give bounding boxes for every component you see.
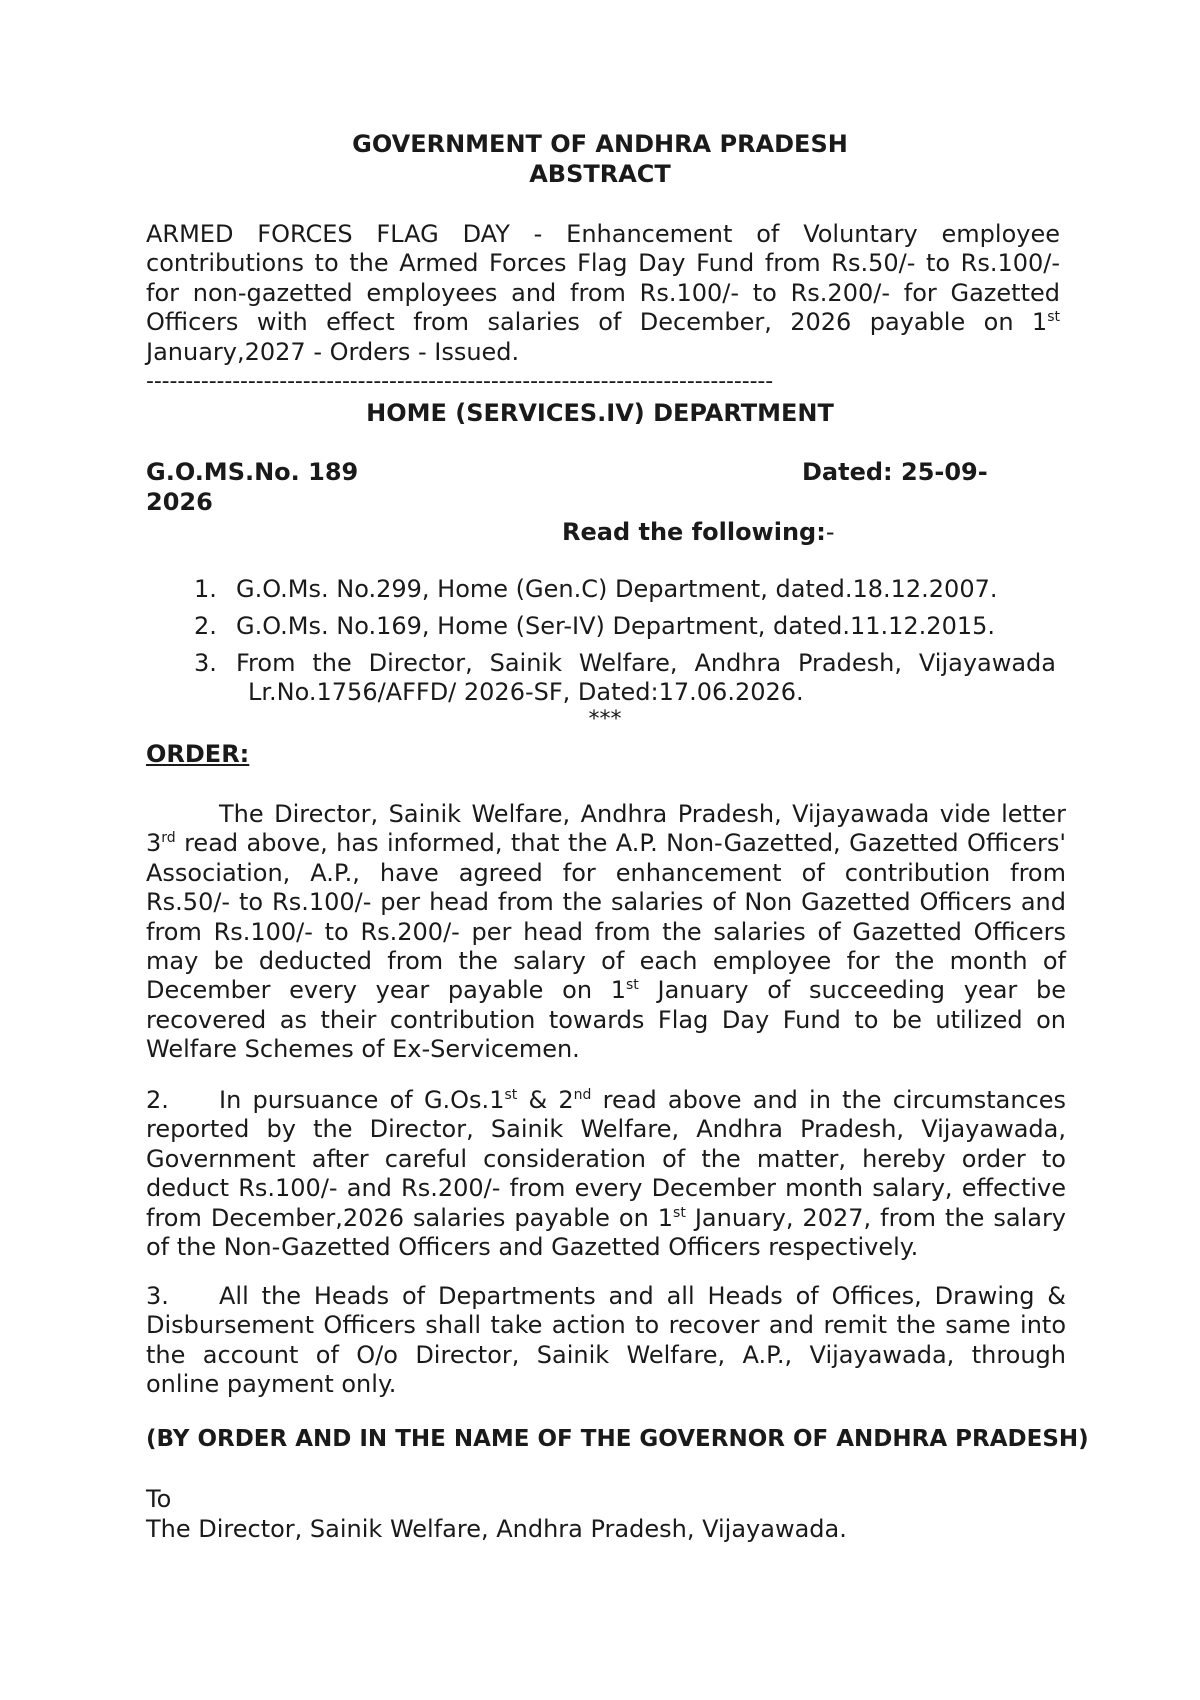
references-list [194, 575, 1056, 715]
department-title: HOME (SERVICES.IV) DEPARTMENT [366, 399, 834, 427]
stars-separator: *** [588, 707, 622, 732]
read-heading: Read the following:- [562, 518, 835, 546]
reference-item: 3. From the Director, Sainik Welfare, Andhra Pradesh, Vijayawada Lr.No.1756/AFFD/ 2026-SF, Dated:17.06.2026. [194, 649, 1056, 706]
dashed-divider: -------------------------------------------------------------------------------- [146, 369, 774, 394]
order-paragraph-1: The Director, Sainik Welfare, Andhra Pradesh, Vijayawada vide letter 3rd read above, has informed, that the A.P. Non-Gazetted, Gazetted Officers' Association, A.P., have agreed for enhancement of contribution from Rs.50/- to Rs.100/- per head from the salaries of Non Gazetted Officers and from Rs.100/- to Rs.200/- per head from the salaries of Gazetted Officers may be deducted from the salary of each employee for the month of December every year payable on 1st January of succeeding year be recovered as their contribution towards Flag Day Fund to be utilized on Welfare Schemes of Ex-Servicemen. [146, 800, 1066, 1064]
government-title: GOVERNMENT OF ANDHRA PRADESH [352, 130, 848, 158]
to-address: The Director, Sainik Welfare, Andhra Pradesh, Vijayawada. [146, 1515, 847, 1543]
order-paragraph-3: 3. All the Heads of Departments and all Heads of Offices, Drawing & Disbursement Officers shall take action to recover and remit the same into the account of O/o Director, Sainik Welfare, A.P., Vijayawada, through online payment only. [146, 1282, 1066, 1399]
to-label: To [146, 1485, 172, 1513]
subject-line-1: ARMED FORCES FLAG DAY - Enhancement of Voluntary employee [146, 220, 1060, 248]
subject-line-4: Officers with effect from salaries of December, 2026 payable on 1st [146, 308, 1060, 337]
governor-order-line: (BY ORDER AND IN THE NAME OF THE GOVERNOR OF ANDHRA PRADESH) [146, 1426, 1089, 1452]
reference-item: 2. G.O.Ms. No.169, Home (Ser-IV) Department, dated.11.12.2015. [194, 612, 996, 640]
order-heading: ORDER: [146, 740, 250, 768]
subject-line-3: for non-gazetted employees and from Rs.100/- to Rs.200/- for Gazetted [146, 278, 1060, 307]
subject-block [146, 220, 1060, 367]
subject-line-5: January,2027 - Orders - Issued. [146, 337, 520, 366]
dated-line-2: 2026 [146, 488, 213, 516]
subject-line-2: contributions to the Armed Forces Flag Day Fund from Rs.50/- to Rs.100/- [146, 249, 1060, 278]
order-paragraph-2: 2. In pursuance of G.Os.1st & 2nd read above and in the circumstances reported by the Director, Sainik Welfare, Andhra Pradesh, Vijayawada, Government after careful consideration of the matter, hereby order to deduct Rs.100/- and Rs.200/- from every December month salary, effective from December,2026 salaries payable on 1st January, 2027, from the salary of the Non-Gazetted Officers and Gazetted Officers respectively. [146, 1086, 1067, 1262]
reference-item: 1. G.O.Ms. No.299, Home (Gen.C) Department, dated.18.12.2007. [194, 575, 998, 603]
go-number: G.O.MS.No. 189 [146, 458, 359, 486]
abstract-title: ABSTRACT [529, 160, 671, 188]
dated-line-1: Dated: 25-09- [802, 458, 988, 486]
